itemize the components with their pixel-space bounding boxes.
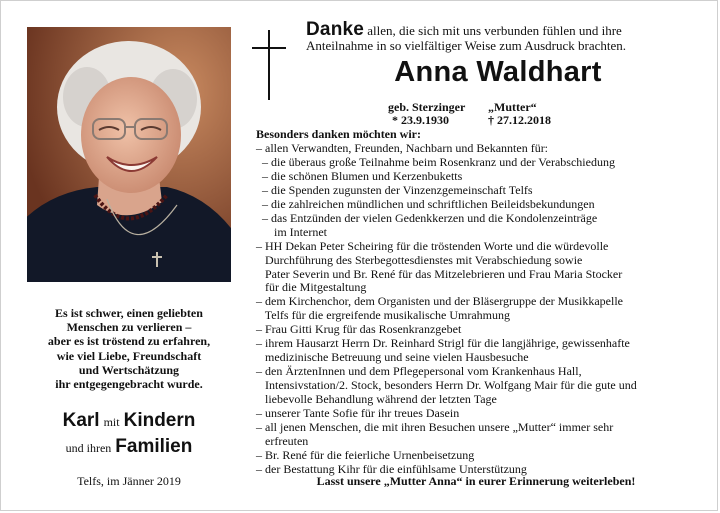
nickname: „Mutter“ [488,100,537,114]
thanks-line: – ihrem Hausarzt Herrn Dr. Reinhard Strigl für die langjährige, gewissenhafte [256,336,630,351]
birth-date: * 23.9.1930 [392,113,449,127]
quote-line: Es ist schwer, einen geliebten [55,306,203,320]
family-mit: mit [103,415,120,429]
quote-line: ihr entgegengebracht wurde. [55,377,203,392]
quote-line: aber es ist tröstend zu erfahren, [47,334,211,349]
place-date: Telfs, im Jänner 2019 [77,474,181,488]
thanks-list [256,128,696,477]
cross-icon [252,30,286,100]
thanks-line: – die Spenden zugunsten der Vinzenzgemeinschaft Telfs [256,182,533,197]
thanks-header-line2: Anteilnahme in so vielfältiger Weise zum Ausdruck brachten. [306,38,627,53]
thanks-line: – die schönen Blumen und Kerzenbuketts [256,168,463,183]
portrait-photo [27,27,231,282]
thanks-lines [256,142,696,477]
thanks-line: Durchführung des Sterbegottesdienstes mit Verabschiedung sowie [256,252,583,267]
thanks-line: – das Entzünden der vielen Gedenkkerzen und die Kondolenzeinträge [256,210,598,225]
thanks-line: liebevolle Behandlung während der letzten Tage [256,392,497,407]
family-line1 [27,410,231,432]
thanks-line: – dem Kirchenchor, dem Organisten und der Bläsergruppe der Musikkapelle [256,294,623,309]
thanks-line: medizinische Betreuung und seine vielen Hausbesuche [256,350,529,365]
thanks-line: – die zahlreichen mündlichen und schriftlichen Beileidsbekundungen [256,196,595,211]
family-line2 [27,436,231,458]
thanks-line: Telfs für die ergreifende musikalische Umrahmung [256,308,510,323]
thanks-line: erfreuten [256,433,309,448]
thanks-line: – unserer Tante Sofie für ihr treues Dasein [256,406,460,421]
thanks-line: – allen Verwandten, Freunden, Nachbarn und Bekannten für: [256,140,549,155]
thanks-line: Pater Severin und Br. René für das Mitzelebrieren und Frau Maria Stocker [256,266,623,281]
quote-line: Menschen zu verlieren – [66,320,192,335]
closing-line: Lasst unsere „Mutter Anna“ in eurer Erinnerung weiterleben! [316,474,636,488]
thanks-line: – HH Dekan Peter Scheiring für die tröstenden Worte und die würdevolle [256,238,609,253]
thanks-line: – der Bestattung Kihr für die einfühlsame Unterstützung [256,461,527,476]
thanks-line: im Internet [256,224,327,239]
family-und-ihren: und ihren [65,441,112,455]
family-kindern: Kindern [123,410,196,431]
thanks-line: – Br. René für die feierliche Urnenbeisetzung [256,447,475,462]
danke-word: Danke [306,19,365,40]
quote-line: und Wertschätzung [78,362,180,377]
maiden-name: geb. Sterzinger [388,100,466,114]
memorial-quote [27,306,231,391]
thanks-line: – all jenen Menschen, die mit ihren Besuchen unsere „Mutter“ immer sehr [256,420,614,435]
death-date: † 27.12.2018 [488,113,551,127]
thanks-line: – Frau Gitti Krug für das Rosenkranzgebet [256,322,462,337]
danke-rest: allen, die sich mit uns verbunden fühlen und ihre [367,23,622,38]
family-familien: Familien [115,436,193,457]
thanks-line: – den ÄrztenInnen und dem Pflegepersonal vom Krankenhaus Hall, [256,364,582,379]
family-karl: Karl [62,410,100,431]
thanks-header-line1 [306,19,686,40]
thanks-line: für die Mitgestaltung [256,280,367,295]
thanks-line: Intensivstation/2. Stock, besonders Herrn Dr. Wolfgang Mair für die gute und [256,378,637,393]
deceased-name: Anna Waldhart [394,56,602,88]
thanks-intro: Besonders danken möchten wir: [256,127,422,141]
thanks-line: – die überaus große Teilnahme beim Rosenkranz und der Verabschiedung [256,154,615,169]
portrait-illustration [27,27,231,282]
quote-line: wie viel Liebe, Freundschaft [56,348,202,363]
thanks-header [306,19,686,53]
